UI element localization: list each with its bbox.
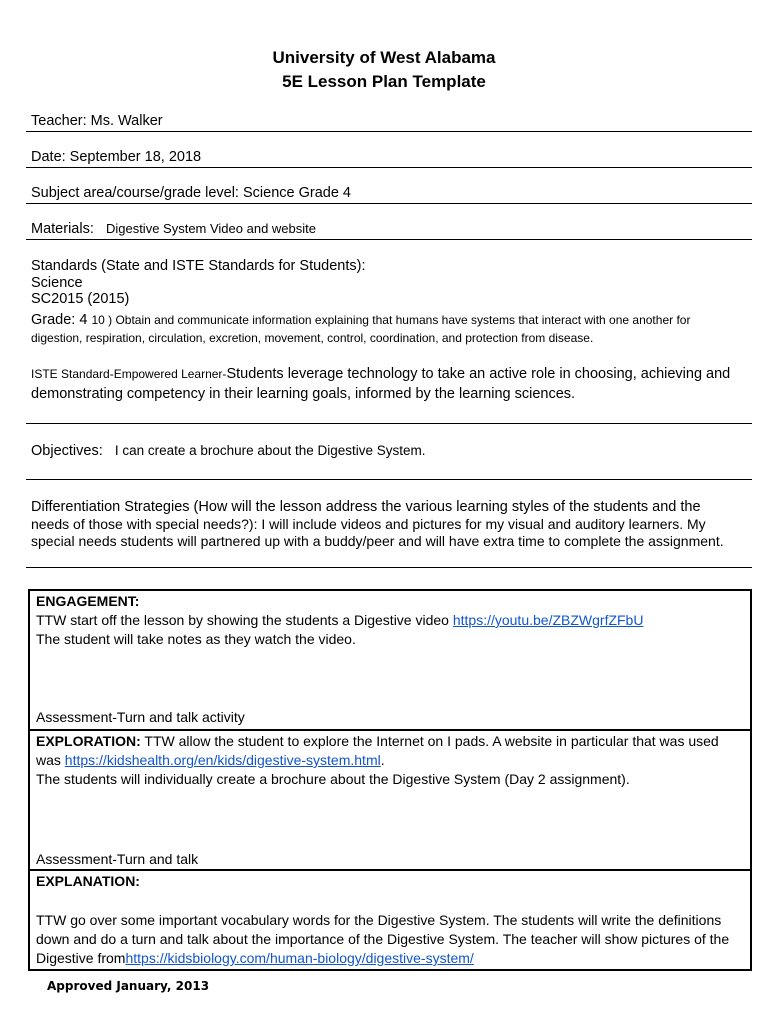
materials-field xyxy=(31,221,316,237)
divider xyxy=(26,203,752,204)
exploration-line3: The students will individually create a brochure about the Digestive System (Day 2 assignment). xyxy=(36,771,630,787)
grade-text-cont: digestion, respiration, circulation, excretion, movement, control, coordination, and protection from disease. xyxy=(31,331,594,345)
objectives-field xyxy=(31,443,426,459)
template-title: 5E Lesson Plan Template xyxy=(282,72,486,91)
objectives-label: Objectives: xyxy=(31,443,103,459)
engagement-line2: The student will take notes as they watch the video. xyxy=(36,631,356,647)
engagement-assessment: Assessment-Turn and talk activity xyxy=(36,709,245,725)
standards-code: SC2015 (2015) xyxy=(31,291,130,307)
differentiation-line3: special needs students will partnered up with a buddy/peer and will have extra time to complete the assignment. xyxy=(31,533,724,549)
explanation-heading: EXPLANATION: xyxy=(36,873,140,889)
iste-label: ISTE Standard-Empowered Learner- xyxy=(31,367,227,381)
explanation-line3 xyxy=(36,949,742,968)
exploration-assessment: Assessment-Turn and talk xyxy=(36,851,199,867)
engagement-box xyxy=(28,589,752,731)
exploration-suffix: . xyxy=(380,752,385,768)
divider xyxy=(26,567,752,568)
materials-label: Materials: xyxy=(31,221,94,237)
standards-heading: Standards (State and ISTE Standards for Students): xyxy=(31,258,366,274)
exploration-prefix: was xyxy=(36,752,65,768)
differentiation-line2: needs of those with special needs?): I will include videos and pictures for my visual and auditory learners. My xyxy=(31,516,706,532)
engagement-line1 xyxy=(36,611,742,630)
kidshealth-link[interactable]: https://kidshealth.org/en/kids/digestive-system.html xyxy=(64,752,381,768)
materials-value: Digestive System Video and website xyxy=(105,221,316,236)
exploration-heading: EXPLORATION: xyxy=(36,733,141,749)
divider xyxy=(26,423,752,424)
kidsbiology-link[interactable]: https://kidsbiology.com/human-biology/digestive-system/ xyxy=(125,950,474,966)
grade-text: 10 ) Obtain and communicate information explaining that humans have systems that interact with one another for xyxy=(91,313,691,327)
exploration-box xyxy=(28,729,752,871)
grade-line xyxy=(31,312,690,328)
differentiation-line1: Differentiation Strategies (How will the lesson address the various learning styles of the students and the xyxy=(31,499,701,515)
iste-text: Students leverage technology to take an active role in choosing, achieving and xyxy=(226,366,731,382)
university-title: University of West Alabama xyxy=(272,48,496,67)
divider xyxy=(26,479,752,480)
explanation-line1: TTW go over some important vocabulary words for the Digestive System. The students will write the definitions xyxy=(36,912,722,928)
standards-subject: Science xyxy=(31,275,83,291)
exploration-line1 xyxy=(36,732,742,751)
explanation-prefix: Digestive from xyxy=(36,950,126,966)
subject-field: Subject area/course/grade level: Science Grade 4 xyxy=(31,185,351,201)
divider xyxy=(26,239,752,240)
objectives-text: I can create a brochure about the Digestive System. xyxy=(114,443,426,458)
date-field: Date: September 18, 2018 xyxy=(31,149,202,165)
explanation-line2: down and do a turn and talk about the importance of the Digestive System. The teacher will show pictures of the xyxy=(36,931,730,947)
exploration-line2 xyxy=(36,751,742,770)
engagement-heading: ENGAGEMENT: xyxy=(36,593,140,609)
grade-label: Grade: 4 xyxy=(31,312,88,328)
teacher-field: Teacher: Ms. Walker xyxy=(31,113,163,129)
divider xyxy=(26,131,752,132)
iste-line xyxy=(31,366,730,382)
exploration-text: TTW allow the student to explore the Internet on I pads. A website in particular that was used xyxy=(140,733,719,749)
divider xyxy=(26,167,752,168)
engagement-text: TTW start off the lesson by showing the students a Digestive video xyxy=(36,612,453,628)
iste-text-cont: demonstrating competency in their learning goals, informed by the learning sciences. xyxy=(31,386,576,402)
approval-footer: Approved January, 2013 xyxy=(47,979,210,993)
youtube-link[interactable]: https://youtu.be/ZBZWgrfZFbU xyxy=(452,612,644,628)
explanation-box xyxy=(28,869,752,971)
